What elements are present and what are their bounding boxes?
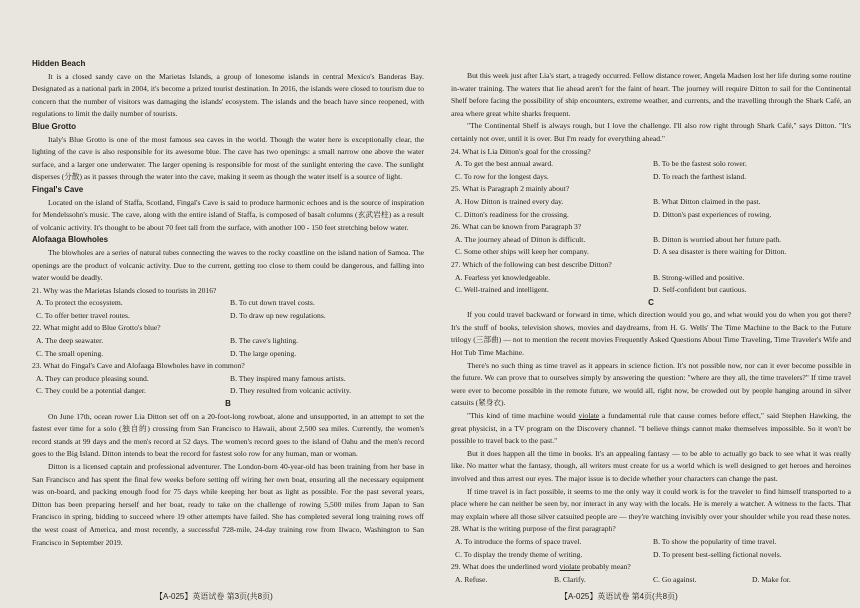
paragraph-blue-grotto: Italy's Blue Grotto is one of the most famous sea caves in the world. Though the water here is exceptionally clear, the lighting of the cave is also responsible for its awesome blue. The cave has two openings: a small narrow one above the water surface, and a larger one underwater. The larger opening is responsible for most of the sunlight entering the cave. The sunlight disperses (分散) as it passes through the water into the cave, making it seem as though the water itself is a source of light. [32,134,424,182]
question-28: 28. What is the writing purpose of the first paragraph? [451,524,616,534]
option: A. To introduce the forms of space travel. [455,536,582,546]
text: "This kind of time machine would [467,411,579,421]
paragraph-c4: But it does happen all the time in books. It's an appealing fantasy — to be able to actually go back to see what it was really like. No matter what the fantasy, though, all writers must create for us a world which is well designed to get heroes and heroines involved and thus arrest our eyes. The major issue is to decide whether your characters can change the past. [451,448,851,483]
page-4 [441,0,860,608]
question-28-options [451,536,851,561]
option: B. To show the popularity of time travel. [653,536,777,546]
question-23: 23. What do Fingal's Cave and Alofaaga Blowholes have in common? [32,361,245,371]
text: a fundamental rule that cause comes before effect," said Stephen Hawking, the great physicist, in a TV program on the Discovery channel. "I believe things cannot make themselves impossible. So it won't be possible to travel back to the past." [451,411,851,446]
paragraph-alofaaga: The blowholes are a series of natural tubes connecting the waves to the rocky coastline on the island nation of Samoa. The openings are the product of volcanic activity. Due to the current, getting too close to them could be dangerous, and falling into water would be deadly. [32,247,424,283]
paragraph-c2: There's no such thing as time travel as it appears in science fiction. It's not possible now, nor can it ever become possible in the future. We can prove that to ourselves simply by answering the question: "where are they all, the time travelers?" If time travel were ever to become possible in the remote future, we would all, right now, be crowded out by people hanging around in silver catsuits (紧身衣). [451,360,851,408]
option: B. Clarify. [554,574,586,584]
heading-blue-grotto: Blue Grotto [32,121,76,131]
section-b-heading: B [225,399,231,409]
option: C. To offer better travel routes. [36,310,130,320]
paragraph-c1: If you could travel backward or forward in time, which direction would you go, and what would you do when you got there? It's the stuff of books, television shows, movies and daydreams, from H. G. Wells' The Time Machine to the Back to the Future trilogy (三部曲) — not to mention the recent movies Frequently Asked Questions About Time Traveling, Time Traveler's Wife and Hot Tub Time Machine. [451,310,851,358]
question-25-options [451,196,851,221]
paragraph-hidden-beach: It is a closed sandy cave on the Marietas Islands, a group of lonesome islands in central Mexico's Banderas Bay. Designated as a national park in 2004, it's become a prized tourist destination. In 2016, the islands were closed to tourism due to concern that the number of visitors was damaging the islands' ecosystem. The islands and the beach have since reopened, with regulations to limit the daily number of tourists. [32,71,424,119]
option: D. Make for. [752,574,791,584]
option: A. They can produce pleasing sound. [36,373,149,383]
option: C. The small opening. [36,348,104,358]
option: A. Refuse. [455,574,488,584]
text: 29. What does the underlined word [451,562,560,572]
question-24-options [451,158,851,183]
question-22: 22. What might add to Blue Grotto's blue? [32,323,161,333]
paragraph-b3: But this week just after Lia's start, a tragedy occurred. Fellow distance rower, Angela Madsen lost her life during some routine in-water training. The waters that lie ahead aren't for the faint of heart. The journey will require Ditton to sail for the Continental Shelf before facing the possibility of ship encounters, extreme weather, and currents, and the travelling through the Shark Café, an area where great white sharks frequent. [451,71,851,118]
option: C. Ditton's readiness for the crossing. [455,209,569,219]
heading-hidden-beach: Hidden Beach [32,59,86,68]
question-27: 27. Which of the following can best describe Ditton? [451,259,612,269]
heading-fingals-cave: Fingal's Cave [32,184,84,194]
question-29-options [451,574,851,587]
paragraph-c3 [451,410,851,448]
question-22-options [32,335,424,360]
page-4-footer: 【A-025】英语试卷 第4页(共8页) [560,592,678,601]
question-26: 26. What can be known from Paragraph 3? [451,222,582,232]
paragraph-c5: If time travel is in fact possible, it seems to me the only way it could work is for the traveler to find himself transported to a place where he can neither be seen by, nor interact in any way with the locals. He is merely a watcher. A witness to the facts. That may explain where all those silver catsuited people are — they're watching invisibly over your shoulder while you read these notes. [451,486,851,521]
page-3-footer: 【A-025】英语试卷 第3页(共8页) [155,592,273,601]
option: C. To row for the longest days. [455,171,549,181]
option: A. How Ditton is trained every day. [455,196,564,206]
option: B. Ditton is worried about her future path. [653,234,782,244]
option: D. To reach the farthest island. [653,171,747,181]
question-23-options [32,373,424,398]
option: A. To protect the ecosystem. [36,298,123,308]
underlined-word: violate [578,411,600,421]
option: B. Strong-willed and positive. [653,272,745,282]
question-27-options [451,272,851,297]
option: B. To cut down travel costs. [230,298,315,308]
option: B. To be the fastest solo rower. [653,159,747,169]
question-26-options [451,234,851,259]
option: D. They resulted from volcanic activity. [230,386,352,396]
question-29 [451,561,851,574]
option: C. Go against. [653,574,697,584]
underlined-word: violate [559,562,581,572]
option: B. The cave's lighting. [230,336,299,346]
option: A. To get the best annual award. [455,159,554,169]
option: D. Ditton's past experiences of rowing. [653,209,772,219]
option: C. To display the trendy theme of writing. [455,549,583,559]
option: A. The journey ahead of Ditton is difficult. [455,234,586,244]
paragraph-fingals-cave: Located on the island of Staffa, Scotland, Fingal's Cave is said to produce harmonic echoes and is the source of inspiration for Mendelssohn's music. The cave, along with the entire island of Staffa, is composed of basalt columns (玄武岩柱) as a result of volcanic activity. It's thought to be about 70 feet tall from the surface, with another 100 - 150 feet stretching below water. [32,197,424,232]
paragraph-b4: "The Continental Shelf is always rough, but I love the challenge. I'll also row right through Shark Café," says Ditton. "It's certainly not over, until it is over. But I'm ready for everything ahead." [451,121,851,143]
option: B. They inspired many famous artists. [230,373,346,383]
option: A. The deep seawater. [36,336,104,346]
option: C. Well-trained and intelligent. [455,285,549,295]
option: D. A sea disaster is there waiting for Ditton. [653,247,787,257]
page-3 [22,0,434,608]
option: D. The large opening. [230,348,297,358]
option: D. To present best-selling fictional novels. [653,549,782,559]
option: C. Some other ships will keep her company. [455,247,589,257]
heading-alofaaga: Alofaaga Blowholes [32,235,109,245]
option: B. What Ditton claimed in the past. [653,196,761,206]
paragraph-b2: Ditton is a licensed captain and professional adventurer. The London-born 40-year-old has been training from her base in San Francisco and has spent the final few weeks before setting off wiring her own boat, ensuring all the necessary equipment was on-board, and packing enough food for 75 days while keeping her boat as light as possible. For the past several years, Ditton has been preparing herself and her boat, ready to take on the challenge of rowing 5,500 miles from Japan to San Francisco in spring, bidding to succeed where 19 other attempts have failed. She has completed several long training rows off the west coast of America, and most recently, a successful 728-mile, 24-day training row from Ilwaco, Washington to San Francisco in September 2019. [32,462,424,547]
paragraph-b1: On June 17th, ocean rower Lia Ditton set off on a 20-foot-long rowboat, alone and unsupported, in an attempt to set the fastest ever time for a solo (独自的) crossing from San Francisco to Hawaii, about 2,500 sea miles. Currently, the women's record stands at 99 days and the men's record at 52 days. The women's record goes to the island of Oahu and the men's record goes to the Big Island. Ditton intends to beat the record for fastest solo row for any human, man or woman. [32,411,424,459]
text: probably mean? [580,562,631,572]
question-21: 21. Why was the Marietas Islands closed to tourists in 2016? [32,285,217,295]
option: D. To draw up new regulations. [230,310,326,320]
option: A. Fearless yet knowledgeable. [455,272,551,282]
question-25: 25. What is Paragraph 2 mainly about? [451,184,570,194]
question-21-options [32,297,424,322]
section-c-heading: C [648,297,654,307]
option: C. They could be a potential danger. [36,386,146,396]
option: D. Self-confident but cautious. [653,285,747,295]
question-24: 24. What is Lia Ditton's goal for the crossing? [451,146,591,156]
